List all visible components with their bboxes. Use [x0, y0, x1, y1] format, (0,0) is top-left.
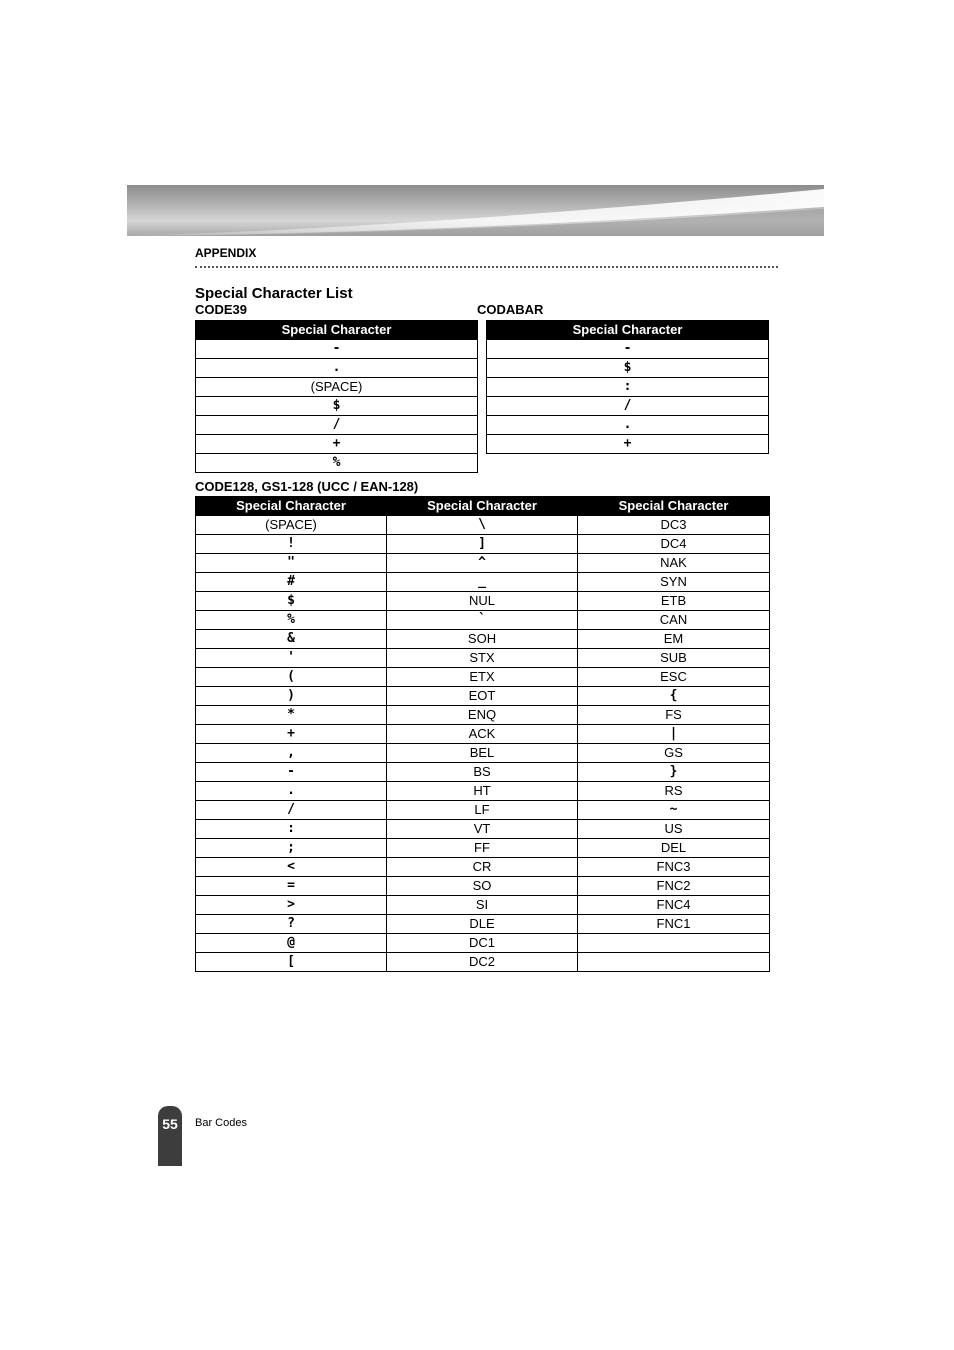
table-cell: :: [196, 820, 387, 839]
table-cell: ;: [196, 839, 387, 858]
table-cell: LF: [387, 801, 578, 820]
table-cell: [578, 953, 770, 972]
table-cell: NAK: [578, 554, 770, 573]
table-cell: DLE: [387, 915, 578, 934]
table-row: [196, 649, 770, 668]
table-row: [196, 359, 478, 378]
table-cell: [578, 934, 770, 953]
table-cell: ]: [387, 535, 578, 554]
table-cell: $: [487, 359, 769, 378]
codabar-label: CODABAR: [477, 302, 544, 317]
table-row: [196, 340, 478, 359]
table-cell: ENQ: [387, 706, 578, 725]
table-cell: >: [196, 896, 387, 915]
table-row: [196, 839, 770, 858]
table-cell: :: [487, 378, 769, 397]
table-row: [196, 896, 770, 915]
table-row: [196, 630, 770, 649]
table-cell: -: [196, 340, 478, 359]
table-cell: FNC3: [578, 858, 770, 877]
table-cell: BEL: [387, 744, 578, 763]
table-cell: /: [196, 801, 387, 820]
table-row: [196, 725, 770, 744]
table-cell: SYN: [578, 573, 770, 592]
codabar-table: [486, 320, 769, 454]
table-row: [196, 763, 770, 782]
table-cell: (SPACE): [196, 378, 478, 397]
table-cell: RS: [578, 782, 770, 801]
table-cell: .: [196, 782, 387, 801]
code39-table: [195, 320, 478, 473]
page-title: Special Character List: [195, 285, 353, 302]
table-cell: }: [578, 763, 770, 782]
table-row: [196, 782, 770, 801]
table-row: [196, 953, 770, 972]
table-cell: +: [196, 725, 387, 744]
table-cell: DC2: [387, 953, 578, 972]
table-cell: +: [487, 435, 769, 454]
table-row: [196, 934, 770, 953]
table-cell: FNC4: [578, 896, 770, 915]
table-cell: #: [196, 573, 387, 592]
table-row: [196, 877, 770, 896]
table-row: [487, 435, 769, 454]
table-cell: ETB: [578, 592, 770, 611]
table-row: [196, 592, 770, 611]
table-row: [196, 535, 770, 554]
table-cell: ESC: [578, 668, 770, 687]
table-cell: EOT: [387, 687, 578, 706]
column-header: Special Character: [387, 497, 578, 516]
table-row: [196, 397, 478, 416]
table-cell: FNC2: [578, 877, 770, 896]
table-cell: SO: [387, 877, 578, 896]
table-cell: %: [196, 611, 387, 630]
table-row: [196, 416, 478, 435]
table-cell: &: [196, 630, 387, 649]
table-cell: !: [196, 535, 387, 554]
table-cell: FS: [578, 706, 770, 725]
footer-label: Bar Codes: [195, 1117, 247, 1129]
table-cell: NUL: [387, 592, 578, 611]
table-cell: HT: [387, 782, 578, 801]
table-cell: ACK: [387, 725, 578, 744]
table-cell: FF: [387, 839, 578, 858]
table-cell: US: [578, 820, 770, 839]
page-number: 55: [158, 1106, 182, 1166]
column-header: Special Character: [578, 497, 770, 516]
table-cell: VT: [387, 820, 578, 839]
table-cell: CAN: [578, 611, 770, 630]
table-row: [196, 554, 770, 573]
table-cell: ': [196, 649, 387, 668]
table-cell: EM: [578, 630, 770, 649]
table-cell: ?: [196, 915, 387, 934]
table-cell: .: [196, 359, 478, 378]
table-row: [196, 378, 478, 397]
table-cell: %: [196, 454, 478, 473]
code39-label: CODE39: [195, 302, 248, 317]
table-cell: DC4: [578, 535, 770, 554]
table-cell: ^: [387, 554, 578, 573]
table-cell: ~: [578, 801, 770, 820]
table-cell: @: [196, 934, 387, 953]
table-cell: ): [196, 687, 387, 706]
table-cell: ": [196, 554, 387, 573]
column-header: Special Character: [487, 321, 769, 340]
table-row: [196, 820, 770, 839]
table-row: [196, 573, 770, 592]
table-cell: SI: [387, 896, 578, 915]
table-cell: DC3: [578, 516, 770, 535]
column-header: Special Character: [196, 497, 387, 516]
table-row: [196, 611, 770, 630]
table-row: [196, 454, 478, 473]
code128-label: CODE128, GS1-128 (UCC / EAN-128): [195, 479, 419, 494]
table-cell: BS: [387, 763, 578, 782]
header-banner: [127, 185, 824, 236]
table-cell: [: [196, 953, 387, 972]
table-row: [196, 516, 770, 535]
banner-swoosh: [127, 185, 824, 236]
table-cell: *: [196, 706, 387, 725]
table-cell: .: [487, 416, 769, 435]
table-cell: -: [487, 340, 769, 359]
table-cell: \: [387, 516, 578, 535]
table-cell: SOH: [387, 630, 578, 649]
table-row: [487, 340, 769, 359]
table-cell: STX: [387, 649, 578, 668]
dotted-divider: [195, 266, 778, 268]
table-cell: (SPACE): [196, 516, 387, 535]
table-row: [487, 416, 769, 435]
table-cell: ,: [196, 744, 387, 763]
table-row: [196, 668, 770, 687]
table-row: [196, 915, 770, 934]
table-row: [487, 378, 769, 397]
table-cell: /: [196, 416, 478, 435]
table-cell: <: [196, 858, 387, 877]
table-cell: +: [196, 435, 478, 454]
table-row: [487, 397, 769, 416]
table-cell: SUB: [578, 649, 770, 668]
table-cell: FNC1: [578, 915, 770, 934]
table-cell: /: [487, 397, 769, 416]
table-cell: =: [196, 877, 387, 896]
table-cell: {: [578, 687, 770, 706]
table-cell: $: [196, 397, 478, 416]
table-cell: -: [196, 763, 387, 782]
table-cell: $: [196, 592, 387, 611]
table-row: [487, 359, 769, 378]
column-header: Special Character: [196, 321, 478, 340]
table-cell: ETX: [387, 668, 578, 687]
code128-table: [195, 496, 770, 972]
table-row: [196, 435, 478, 454]
table-cell: `: [387, 611, 578, 630]
table-cell: _: [387, 573, 578, 592]
table-row: [196, 801, 770, 820]
table-row: [196, 858, 770, 877]
table-row: [196, 744, 770, 763]
table-cell: (: [196, 668, 387, 687]
table-cell: CR: [387, 858, 578, 877]
table-cell: DEL: [578, 839, 770, 858]
section-label: APPENDIX: [195, 246, 257, 260]
table-cell: GS: [578, 744, 770, 763]
table-row: [196, 687, 770, 706]
table-row: [196, 706, 770, 725]
table-cell: |: [578, 725, 770, 744]
table-cell: DC1: [387, 934, 578, 953]
